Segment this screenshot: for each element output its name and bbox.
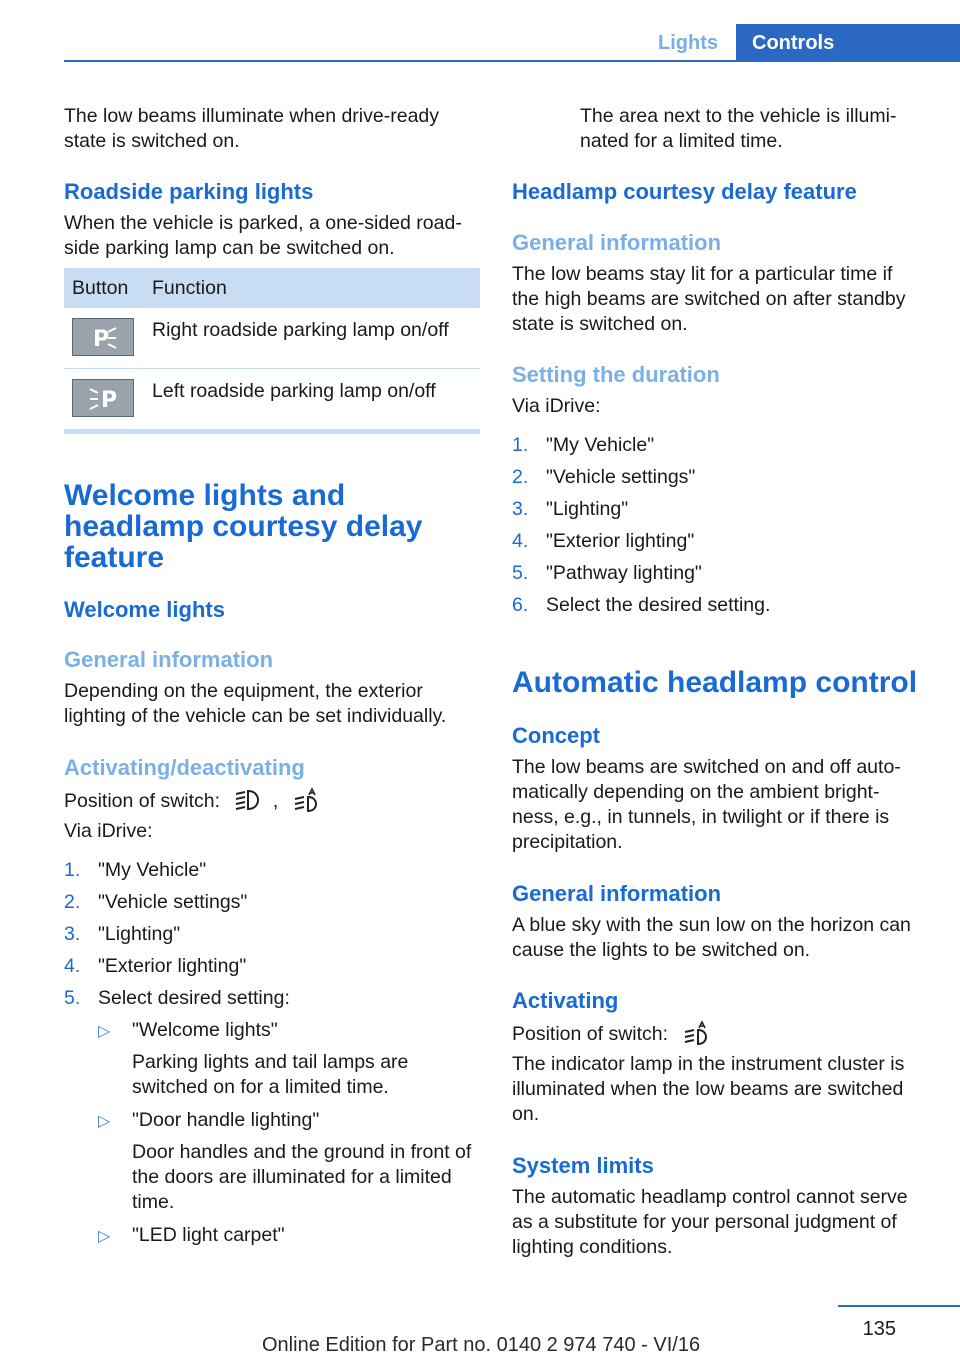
triangle-bullet-icon: ▷ bbox=[98, 1113, 111, 1130]
roadside-text: When the vehicle is parked, a one-sided road‐ side parking lamp can be switched on. bbox=[64, 212, 462, 259]
general-info-text: Depending on the equipment, the exterior lighting of the vehicle can be set individually. bbox=[64, 680, 447, 727]
duration-via-idrive: Via iDrive: bbox=[512, 395, 601, 417]
header-chapter-tab: Controls bbox=[736, 24, 960, 62]
indicator-text: The indicator lamp in the instrument cluster is illuminated when the low beams are switched on. bbox=[512, 1053, 905, 1125]
courtesy-general-text: The low beams stay lit for a particular time if the high beams are switched on after standby state is switched on. bbox=[512, 263, 906, 335]
list-item: 5. Select desired setting: bbox=[64, 987, 290, 1009]
general-info-title: General information bbox=[64, 647, 274, 672]
page-number: 135 bbox=[862, 1318, 896, 1340]
list-item: 2. "Vehicle settings" bbox=[512, 466, 696, 488]
intro-paragraph: The low beams illuminate when drive-ready state is switched on. bbox=[64, 105, 440, 152]
activating-auto-title: Activating bbox=[512, 988, 619, 1013]
list-item: ▷ "LED light carpet" bbox=[98, 1223, 488, 1248]
duration-title: Setting the duration bbox=[512, 362, 720, 387]
list-item: 5. "Pathway lighting" bbox=[512, 562, 702, 584]
auto-headlamp-icon bbox=[682, 1020, 712, 1053]
list-item: 1. "My Vehicle" bbox=[64, 859, 207, 881]
table-header-button: Button bbox=[72, 277, 129, 299]
auto-general-text: A blue sky with the sun low on the horizon can cause the lights to be switched on. bbox=[512, 914, 911, 961]
table-row bbox=[64, 308, 480, 369]
continued-option-text: The area next to the vehicle is illumi‐ nated for a limited time. bbox=[580, 105, 897, 152]
parking-lamp-table bbox=[64, 268, 480, 434]
switch-position-line: Position of switch: , bbox=[64, 787, 322, 820]
list-item: 4. "Exterior lighting" bbox=[512, 530, 695, 552]
edition-footer: Online Edition for Part no. 0140 2 974 740 - VI/16 bbox=[262, 1334, 701, 1356]
triangle-bullet-icon: ▷ bbox=[98, 1228, 111, 1245]
concept-text: The low beams are switched on and off auto‐ matically depending on the ambient bright‐ ness, e.g., in tunnels, in twilight or if there is precipitation. bbox=[512, 756, 901, 853]
table-row bbox=[64, 369, 480, 429]
auto-headlamp-title: Automatic headlamp control bbox=[512, 666, 918, 699]
header-rule bbox=[64, 60, 960, 62]
auto-general-title: General information bbox=[512, 881, 722, 906]
list-item: ▷ "Welcome lights" Parking lights and tail lamps are switched on for a limited time. bbox=[98, 1019, 409, 1098]
list-item: 2. "Vehicle settings" bbox=[64, 891, 248, 913]
left-parking-lamp-icon bbox=[72, 379, 134, 417]
welcome-steps-list bbox=[64, 858, 482, 1018]
list-item: 1. "My Vehicle" bbox=[512, 434, 655, 456]
concept-title: Concept bbox=[512, 723, 600, 748]
list-item: 6. Select the desired setting. bbox=[512, 594, 771, 616]
activating-title: Activating/deactivating bbox=[64, 755, 305, 780]
roadside-title: Roadside parking lights bbox=[64, 179, 314, 204]
list-item: ▷ "Door handle lighting" Door handles and the ground in front of the doors are illuminated for a limited time. bbox=[98, 1109, 472, 1213]
auto-switch-position-line: Position of switch: bbox=[512, 1020, 712, 1053]
table-header-function: Function bbox=[152, 277, 227, 299]
right-parking-lamp-icon bbox=[72, 318, 134, 356]
svg-text:P: P bbox=[93, 327, 110, 352]
svg-text:P: P bbox=[101, 388, 118, 413]
courtesy-title: Headlamp courtesy delay feature bbox=[512, 179, 857, 204]
triangle-bullet-icon: ▷ bbox=[98, 1023, 111, 1040]
low-beam-auto-off-icon bbox=[232, 787, 262, 820]
via-idrive: Via iDrive: bbox=[64, 820, 153, 842]
header-section-label: Lights bbox=[658, 32, 718, 54]
footer-rule bbox=[838, 1305, 960, 1307]
list-item: 3. "Lighting" bbox=[512, 498, 629, 520]
list-item: 3. "Lighting" bbox=[64, 923, 181, 945]
welcome-lights-title: Welcome lights bbox=[64, 597, 225, 622]
welcome-options-list bbox=[98, 1018, 488, 1248]
system-limits-text: The automatic headlamp control cannot serve as a substitute for your personal judgment of lighting conditions. bbox=[512, 1186, 908, 1258]
table-cell-function: Left roadside parking lamp on/off bbox=[152, 380, 436, 402]
list-item: 4. "Exterior lighting" bbox=[64, 955, 247, 977]
table-bottom-rule bbox=[64, 429, 480, 434]
table-header bbox=[64, 268, 480, 308]
system-limits-title: System limits bbox=[512, 1153, 654, 1178]
duration-steps-list bbox=[512, 433, 932, 625]
table-cell-function: Right roadside parking lamp on/off bbox=[152, 319, 449, 341]
welcome-section-title: Welcome lights and headlamp courtesy delay feature bbox=[64, 479, 423, 574]
courtesy-general-title: General information bbox=[512, 230, 722, 255]
auto-headlamp-icon bbox=[292, 787, 322, 820]
